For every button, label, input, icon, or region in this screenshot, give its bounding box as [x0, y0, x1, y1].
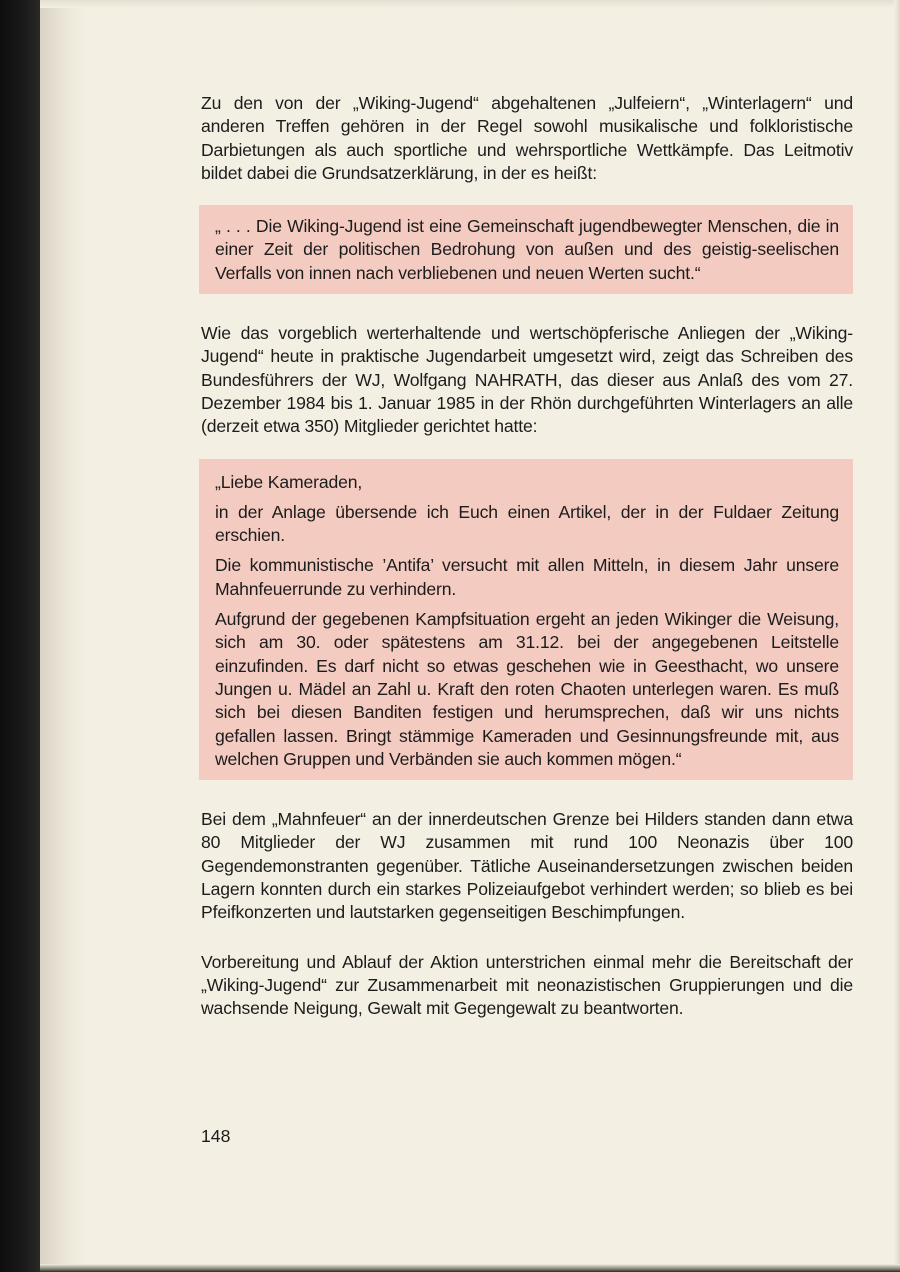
page-edge-top	[40, 0, 900, 8]
conclusion-paragraph: Vorbereitung und Ablauf der Aktion unterstrichen einmal mehr die Bereitschaft der „Wiking-Jugend“ zur Zusammenarbeit mit neonazistischen Gruppierungen und die wachsende Neigung, Gewalt mit Gegengewalt zu beantworten.	[201, 951, 853, 1019]
page-number: 148	[201, 1126, 231, 1146]
gutter-shadow	[40, 0, 86, 1272]
highlighted-quote-principles	[199, 205, 853, 294]
letter-paragraph: in der Anlage übersende ich Euch einen Artikel, der in der Fuldaer Zeitung erschien.	[215, 501, 839, 546]
quote-paragraph: „ . . . Die Wiking-Jugend ist eine Gemeinschaft jugendbewegter Menschen, die in einer Zeit der politischen Bedrohung von außen und des geistig-seelischen Verfalls von innen nach verbliebenen und neuen Werten sucht.“	[215, 216, 839, 283]
book-spine	[0, 0, 40, 1272]
intro-paragraph: Zu den von der „Wiking-Jugend“ abgehaltenen „Julfeiern“, „Winterlagern“ und anderen Treffen gehören in der Regel sowohl musikalische und folkloristische Darbietungen als auch sportliche und wehrsportliche Wettkämpfe. Das Leitmotiv bildet dabei die Grundsatzerklärung, in der es heißt:	[201, 93, 853, 183]
page-edge-bottom	[40, 1264, 900, 1272]
letter-paragraph: Die kommunistische ’Antifa’ versucht mit allen Mitteln, in diesem Jahr unsere Mahnfeuerrunde zu verhindern.	[215, 555, 839, 599]
letter-salutation: „Liebe Kameraden,	[215, 471, 363, 492]
highlighted-quote-letter	[199, 459, 853, 781]
page-body	[201, 92, 853, 1047]
letter-context-paragraph: Wie das vorgeblich werterhaltende und wertschöpferische Anliegen der „Wiking-Jugend“ heute in praktische Jugendarbeit umgesetzt wird, zeigt das Schreiben des Bundesführers der WJ, Wolfgang NAHRATH, das dieser aus Anlaß des vom 27. Dezember 1984 bis 1. Januar 1985 in der Rhön durchgeführten Winterlagers an alle (derzeit etwa 350) Mitglieder gerichtet hatte:	[201, 323, 853, 437]
event-paragraph: Bei dem „Mahnfeuer“ an der innerdeutschen Grenze bei Hilders standen dann etwa 80 Mitglieder der WJ zusammen mit rund 100 Neonazis über 100 Gegendemonstranten gegenüber. Tätliche Auseinandersetzungen zwischen beiden Lagern konnten durch ein starkes Polizeiaufgebot verhindert werden; so blieb es bei Pfeifkonzerten und lautstarken gegenseitigen Beschimpfungen.	[201, 809, 853, 923]
letter-paragraph: Aufgrund der gegebenen Kampfsituation ergeht an jeden Wikinger die Weisung, sich am 30. oder spätestens am 31.12. bei der angegebenen Leitstelle einzufinden. Es darf nicht so etwas geschehen wie in Geesthacht, wo unsere Jungen u. Mädel an Zahl u. Kraft den roten Chaoten unterlegen waren. Es muß sich bei diesen Banditen festigen und herumsprechen, daß wir uns nichts gefallen lassen. Bringt stämmige Kameraden und Gesinnungsfreunde mit, aus welchen Gruppen und Verbänden sie auch kommen mögen.“	[215, 609, 839, 769]
page-edge-right	[894, 0, 900, 1272]
